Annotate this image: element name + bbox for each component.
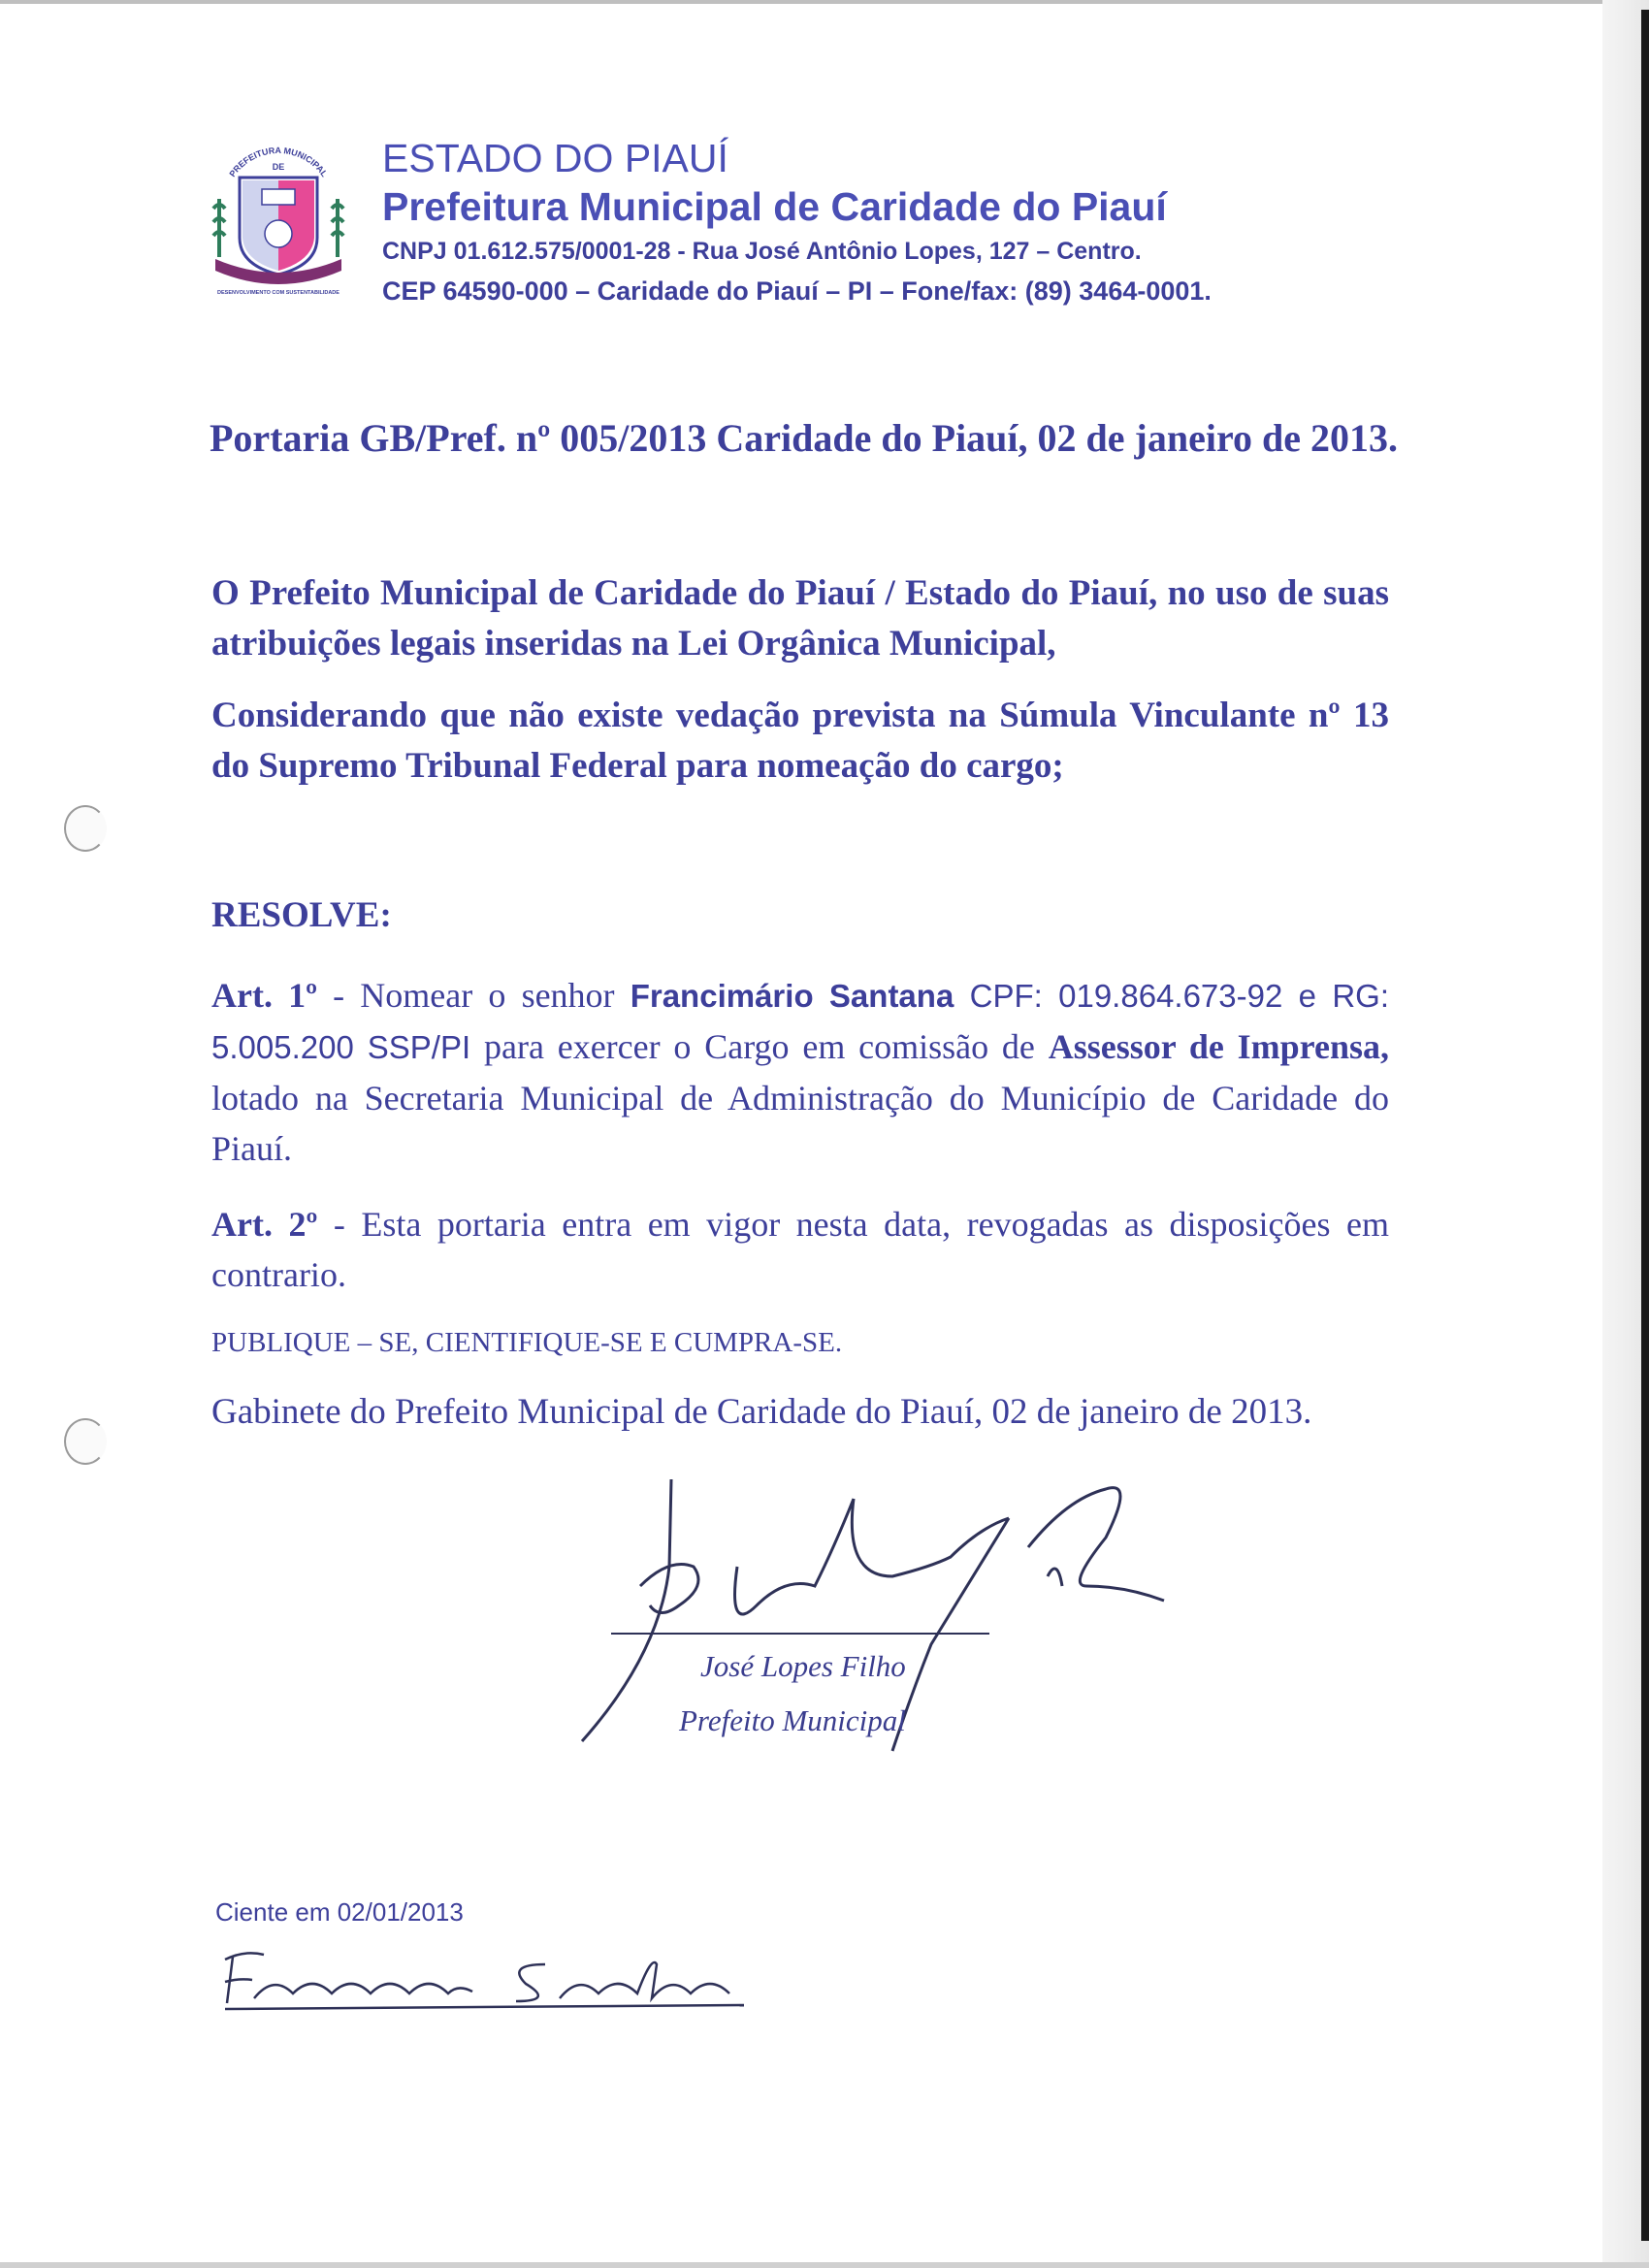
article-2	[211, 1199, 1389, 1300]
scan-edge-bottom	[0, 2262, 1649, 2268]
article-2-label: Art. 2º	[211, 1205, 318, 1244]
cargo-name: Assessor de Imprensa,	[1048, 1027, 1390, 1066]
header-cep-phone: CEP 64590-000 – Caridade do Piauí – PI – Fone/fax: (89) 3464-0001.	[382, 276, 1212, 306]
header-state: ESTADO DO PIAUÍ	[382, 136, 728, 180]
appointee-ids: CPF: 019.864.673-92 e RG: 5.005.200 SSP/PI	[211, 978, 1389, 1065]
gabinete-line: Gabinete do Prefeito Municipal de Caridade do Piauí, 02 de janeiro de 2013.	[211, 1392, 1312, 1432]
article-1	[211, 970, 1389, 1174]
intro-paragraph: O Prefeito Municipal de Caridade do Piauí / Estado do Piauí, no uso de suas atribuições legais inseridas na Lei Orgânica Municipal,	[211, 573, 1389, 664]
publique-line: PUBLIQUE – SE, CIENTIFIQUE-SE E CUMPRA-SE.	[211, 1327, 843, 1358]
appointee-name: Francimário Santana	[630, 978, 954, 1014]
article-1-text-b: para exercer o Cargo em comissão de	[470, 1027, 1049, 1066]
portaria-title: Portaria GB/Pref. nº 005/2013 Caridade do Piauí, 02 de janeiro de 2013.	[210, 416, 1398, 460]
scan-edge-right-dark	[1641, 10, 1649, 2241]
header-prefeitura: Prefeitura Municipal de Caridade do Piauí	[382, 184, 1167, 229]
punch-hole-lower	[64, 1418, 107, 1465]
appointee-signature-icon	[215, 1945, 759, 2013]
article-1-text-a: - Nomear o senhor	[317, 976, 630, 1015]
article-2-text: - Esta portaria entra em vigor nesta data, revogadas as disposições em contrario.	[211, 1205, 1389, 1294]
article-1-label: Art. 1º	[211, 976, 318, 1015]
municipal-coat-of-arms	[206, 141, 351, 306]
svg-text:DESENVOLVIMENTO COM SUSTENTABI: DESENVOLVIMENTO COM SUSTENTABILIDADE	[217, 290, 340, 296]
article-1-text-c: lotado na Secretaria Municipal de Administração do Município de Caridade do Piauí.	[211, 1079, 1389, 1168]
resolve-heading: RESOLVE:	[211, 895, 392, 935]
punch-hole-upper	[64, 805, 107, 852]
svg-text:PREFEITURA MUNICIPAL: PREFEITURA MUNICIPAL	[227, 145, 330, 179]
signatory-name: José Lopes Filho	[700, 1649, 906, 1683]
svg-text:DE: DE	[272, 162, 285, 172]
header-cnpj-address: CNPJ 01.612.575/0001-28 - Rua José Antônio Lopes, 127 – Centro.	[382, 238, 1142, 265]
considerando-paragraph: Considerando que não existe vedação prevista na Súmula Vinculante nº 13 do Supremo Tribunal Federal para nomeação do cargo;	[211, 696, 1389, 786]
signature-line	[611, 1633, 989, 1635]
signatory-role: Prefeito Municipal	[679, 1703, 906, 1737]
scan-edge-top	[0, 0, 1649, 4]
ciente-line: Ciente em 02/01/2013	[215, 1897, 464, 1927]
